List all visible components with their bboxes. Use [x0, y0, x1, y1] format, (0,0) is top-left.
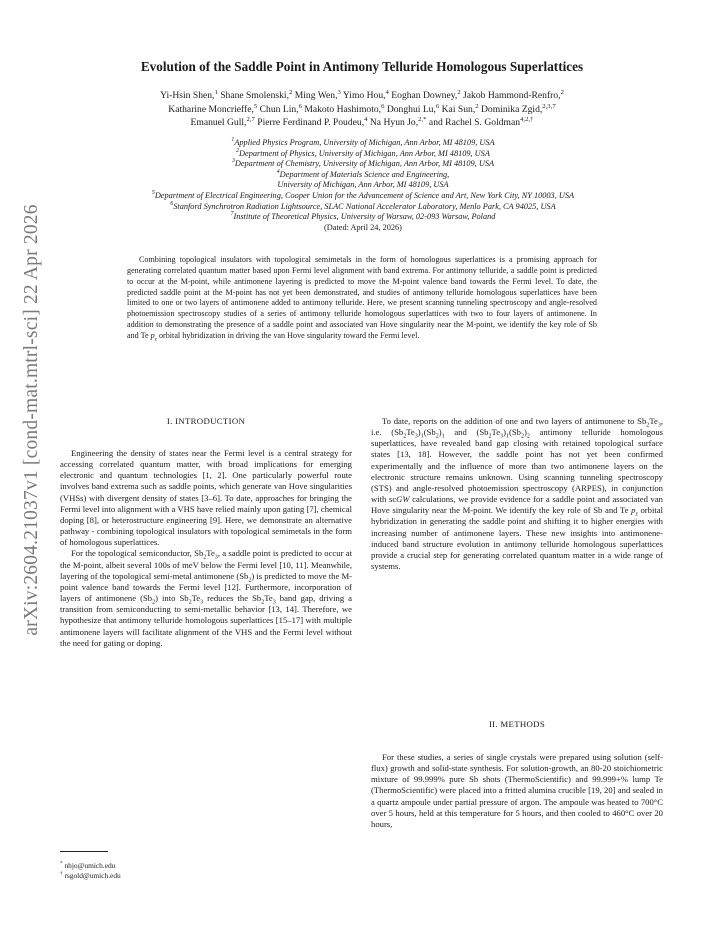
date-line: (Dated: April 24, 2026) — [324, 222, 402, 232]
arxiv-identifier-stamp — [14, 140, 50, 700]
paper-title: Evolution of the Saddle Point in Antimony Telluride Homologous Superlattices — [140, 59, 584, 74]
footnote-rule — [60, 851, 108, 852]
footnotes: * nhjo@umich.edu † rsgold@umich.edu — [60, 860, 121, 880]
methods-paragraph-1: For these studies, a series of single crystals were prepared using solution (self-flux) growth and solid-state synthesis. For solution-growth, an 80-20 stoichiometric mixture of 99.999% pure Sb shots (ThermoScientific) and 99.999+% lump Te (ThermoScientific) were placed into a fritted alumina crucible [19, 20] and sealed in a quartz ampoule under partial pressure of argon. The ampoule was heated to 700°C over 5 hours, held at this temperature for 5 hours, and then cooled to 460°C over 20 hours, — [371, 752, 663, 829]
intro-paragraph-2: For the topological semiconductor, $Sb_2Te_3$, a saddle point is predicted to occur at the M-point, albeit several 100s of meV below the Fermi level [10, 11]. Meanwhile, layering of the topological semi-metal antimonene $(Sb_2)$ is predicted to move the M-point valence band towards the Fermi level [12]. Furthermore, incorporation of layers of antimonene $(Sb_2)$ into $Sb_2Te_3$ reduces the $Sb_2Te_3$ band gap, driving a transition from semiconducting to semi-metallic behavior [13, 14]. Therefore, we hypothesize that antimony telluride homologous superlattices [15–17] with multiple antimonene layers will facilitate alignment of the VHS and the Fermi level without the need for gating or doping. — [60, 548, 352, 648]
section-heading-introduction: I. INTRODUCTION — [166, 416, 246, 426]
affiliation-list: $^1$Applied Physics Program, University of Michigan, Ann Arbor, MI 48109, USA $^2$Department of Physics, University of Michigan, Ann Arbor, MI 48109, USA $^3$Department of Chemistry, University of Michigan, Ann Arbor, MI 48109, USA $^4$Department of Materials Science and Engineering, University of Michigan, Ann Arbor, MI 48109, USA $^5$Department of Electrical Engineering, Cooper Union for the Advancement of Science and Art, New York City, NY 10003, USA $^6$Stanford Synchrotron Radiation Lightsource, SLAC National Accelerator Laboratory, Menlo Park, CA 94025, USA $^7$Institute of Theoretical Physics, University of Warsaw, 02-093 Warsaw, Poland — [151, 137, 575, 222]
left-column — [60, 448, 352, 649]
abstract: Combining topological insulators with topological semimetals in the form of homologous superlattices is a promising approach for generating correlated quantum matter based upon Fermi level alignment with band extrema. For antimony telluride, a saddle point is predicted to occur at the M-point, while antimonene layering is predicted to move the M-point valence band towards the Fermi level. To date, the predicted saddle point at the M-point has not yet been demonstrated, and studies of antimony telluride homologous superlattices have been limited to one or two layers of antimonene added to antimony telluride. Here, we present scanning tunneling spectroscopy and angle-resolved photoemission spectroscopy studies of a series of antimony telluride homologous superlattices with two to four layers of antimonene. In addition to demonstrating the presence of a saddle point and associated van Hove singularity near the M-point, we identify the key role of Sb and Te $p_z$ orbital hybridization in driving the van Hove singularity toward the Fermi level. — [127, 255, 597, 343]
methods-column — [371, 752, 663, 830]
intro-paragraph-1: Engineering the density of states near the Fermi level is a central strategy for accessing correlated quantum matter, with broad implications for emerging electronic and quantum technologies [1, 2]. One particularly powerful route involves band extrema such as saddle points, which generate van Hove singularities (VHSs) with divergent density of states [3–6]. To date, approaches for bringing the Fermi level into alignment with a VHS have relied mainly upon gating [7], chemical doping [8], or heterostructure engineering [9]. Here, we demonstrate an alternative pathway - combining topological insulators with topological semimetals in the form of homologous superlattices. — [60, 448, 352, 548]
right-column — [371, 416, 663, 572]
affiliations — [56, 138, 670, 233]
author-list: Yi-Hsin Shen,$^1$ Shane Smolenski,$^2$ Ming Wen,$^3$ Yimo Hou,$^4$ Eoghan Downey,$^2$ Jakob Hammond-Renfro,$^2$ Katharine Moncrieffe,$^5$ Chun Lin,$^6$ Makoto Hashimoto,$^6$ Donghui Lu,$^6$ Kai Sun,$^2$ Dominika Zgid,$^{2,3,7}$ Emanuel Gull,$^{2,7}$ Pierre Ferdinand P. Poudeu,$^4$ Na Hyun Jo,$^{2,*}$ and Rachel S. Goldman$^{4,2,\dagger}$ — [160, 88, 564, 128]
arxiv-stamp-text: arXiv:2604.21037v1 [cond-mat.mtrl-sci] 22 Apr 2026 — [21, 204, 42, 636]
section-heading-methods: II. METHODS — [488, 719, 546, 729]
intro-paragraph-3: To date, reports on the addition of one and two layers of antimonene to $Sb_2Te_3$, i.e. $(Sb_2Te_3)_1(Sb_2)_1$ and $(Sb_2Te_3)_1(Sb_2)_2$ antimony telluride homologous superlattices, have revealed band gap closing with retained topological surface states [13, 18]. However, the saddle point has not yet been confirmed experimentally and the influence of more than two antimonene layers on the electronic structure remains unknown. Using scanning tunneling spectroscopy (STS) and angle-resolved photoemission spectroscopy (ARPES), in conjunction with scGW calculations, we provide evidence for a saddle point and associated van Hove singularity near the M-point. We identify the key role of Sb and Te $p_z$ orbital hybridization in generating the saddle point and shifting it to higher energies with increasing number of antimonene layers. These new insights into antimonene-induced band structure evolution in antimony telluride homologous superlattices provide a crucial step for generating correlated quantum matter in a wide range of systems. — [371, 416, 664, 572]
